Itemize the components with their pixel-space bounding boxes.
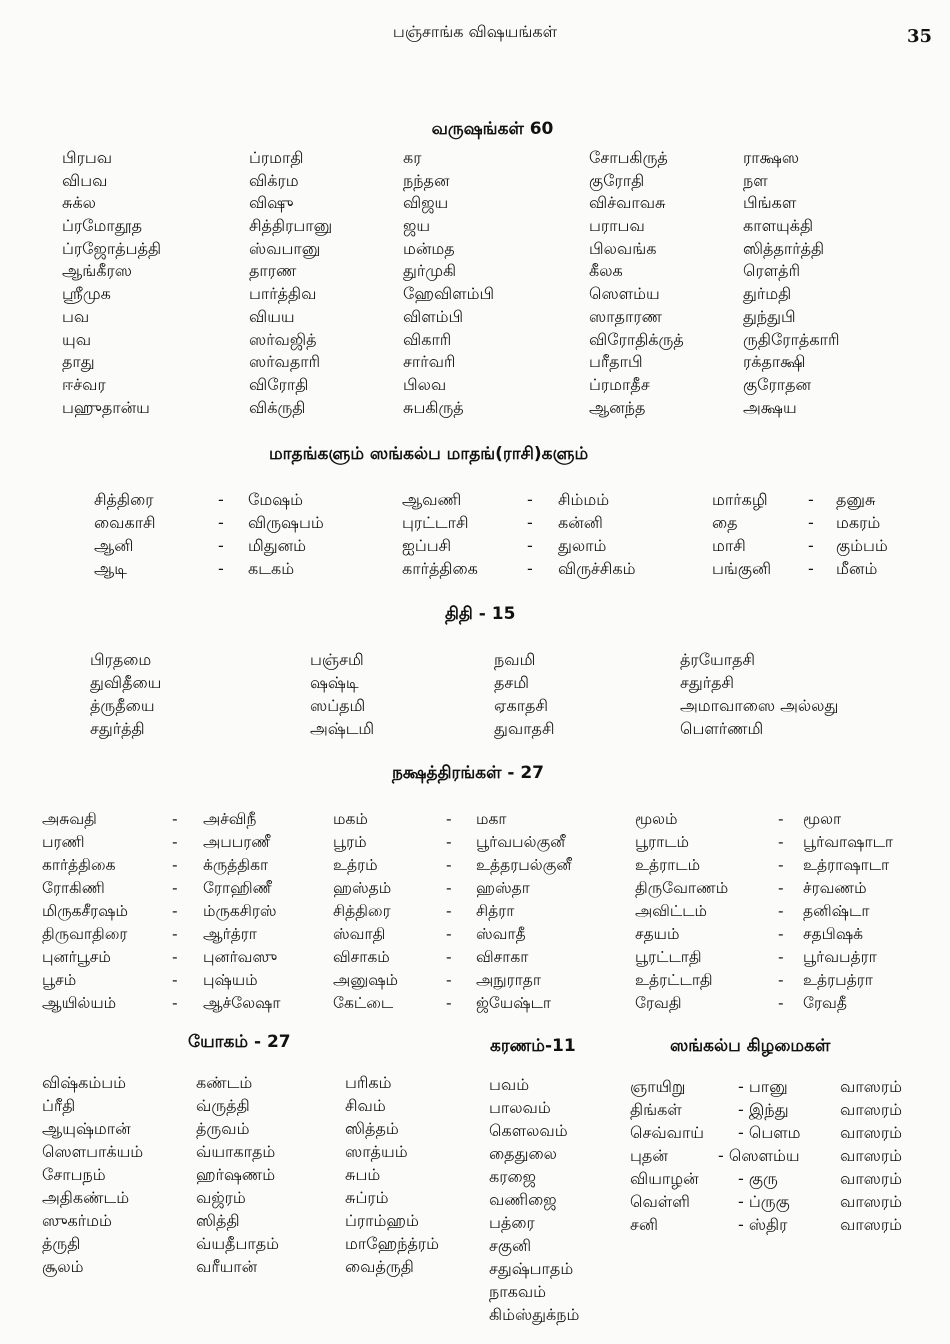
month-row <box>0 488 950 511</box>
tamil-star: திருவோணம் <box>635 879 729 897</box>
year-name: துர்மதி <box>743 284 792 304</box>
year-name: மன்மத <box>403 238 455 258</box>
tithi-column-3 <box>494 648 555 740</box>
tithi-name: ஷஷ்டி <box>310 673 359 692</box>
sanskrit-star: விசாகா <box>476 948 529 966</box>
year-name: விஜய <box>403 193 449 213</box>
year-name: ஸௌம்ய <box>589 284 660 304</box>
nakshatra-table <box>0 808 950 1015</box>
nakshatra-row <box>0 877 950 900</box>
weekday-name: திங்கள் <box>630 1100 682 1119</box>
sanskrit-star: உத்தரபல்குனீ <box>476 856 572 874</box>
karanam-name: நாகவம் <box>489 1282 547 1301</box>
dash: - <box>172 833 178 851</box>
tamil-month: சித்திரை <box>94 490 154 509</box>
year-name: பிங்கள <box>743 193 797 213</box>
dash: - <box>778 879 784 897</box>
tamil-star: பூசம் <box>42 971 77 989</box>
tithi-name: சதுர்த்தி <box>90 719 145 738</box>
dash: - <box>172 856 178 874</box>
vasaram: வாஸரம் <box>840 1100 902 1119</box>
sanskrit-star: ரோஹிணீ <box>203 879 272 897</box>
year-name: விரோதி <box>249 374 309 394</box>
year-name: ஈச்வர <box>62 374 106 394</box>
sanskrit-star: மூலா <box>803 810 842 828</box>
year-name: விகாரி <box>403 329 452 349</box>
tithi-name: சதுர்தசி <box>680 673 735 692</box>
year-name: ஸ்வபானு <box>249 238 321 258</box>
tamil-month: ஆடி <box>94 559 127 578</box>
year-name: சார்வரி <box>403 352 456 372</box>
year-name: பார்த்திவ <box>249 284 317 304</box>
tithi-name: பௌர்ணமி <box>680 719 764 738</box>
tamil-star: ஹஸ்தம் <box>333 879 392 897</box>
vasaram: வாஸரம் <box>840 1192 902 1211</box>
sankalpa-name: - குரு <box>738 1169 778 1188</box>
dash: - <box>446 971 452 989</box>
dash: - <box>172 948 178 966</box>
rasi-month: விருஷபம் <box>248 513 324 532</box>
tithi-name: பிரதமை <box>90 650 152 669</box>
karanam-name: பவம் <box>489 1075 530 1094</box>
tamil-star: உத்ராடம் <box>635 856 701 874</box>
yogam-name: வஜ்ரம் <box>196 1188 246 1207</box>
tamil-star: பரணி <box>42 833 85 851</box>
tamil-star: பூரட்டாதி <box>635 948 702 966</box>
year-name: ப்ரமோதூத <box>62 216 143 236</box>
karanam-heading: கரணம்-11 <box>490 1036 576 1056</box>
sankalpa-name: - பானு <box>738 1077 788 1096</box>
tithi-name: த்ரயோதசி <box>680 650 756 669</box>
month-row <box>0 534 950 557</box>
sanskrit-star: பூர்வபத்ரா <box>803 948 877 966</box>
vasaram: வாஸரம் <box>840 1146 902 1165</box>
tithi-name: த்ருதீயை <box>90 696 155 715</box>
yogam-name: த்ருதி <box>42 1234 81 1253</box>
tamil-star: அவிட்டம் <box>635 902 708 920</box>
sanskrit-star: ம்ருகசிரஸ் <box>203 902 277 920</box>
year-name: சித்திரபானு <box>249 216 333 236</box>
tamil-star: அனுஷம் <box>333 971 399 989</box>
nakshatra-row <box>0 969 950 992</box>
year-name: சுக்ல <box>62 193 96 213</box>
tamil-month: புரட்டாசி <box>402 513 469 532</box>
tithi-heading: திதி - 15 <box>445 604 516 624</box>
weekday-row <box>0 1144 950 1167</box>
yogam-name: ஸௌபாக்யம் <box>42 1142 144 1161</box>
tamil-star: மகம் <box>333 810 368 828</box>
tamil-star: ஸ்வாதி <box>333 925 386 943</box>
nakshatra-row <box>0 923 950 946</box>
sanskrit-star: பூர்வபல்குனீ <box>476 833 566 851</box>
tamil-star: விசாகம் <box>333 948 390 966</box>
tamil-star: கேட்டை <box>333 994 394 1012</box>
year-name: குரோதி <box>589 170 645 190</box>
tithi-column-4 <box>680 648 838 740</box>
dash: - <box>527 513 533 532</box>
nakshatra-row <box>0 854 950 877</box>
weekday-name: செவ்வாய் <box>630 1123 705 1142</box>
tithi-name: நவமி <box>494 650 536 669</box>
yogam-name: வ்யதீபாதம் <box>196 1234 280 1253</box>
nakshatra-row <box>0 992 950 1015</box>
rasi-month: மிதுனம் <box>248 536 307 555</box>
yogam-name: கண்டம் <box>196 1073 253 1092</box>
yogam-name: த்ருவம் <box>196 1119 250 1138</box>
dash: - <box>446 925 452 943</box>
karanam-name: வணிஜை <box>489 1190 557 1209</box>
dash: - <box>446 902 452 920</box>
rasi-month: கும்பம் <box>836 536 888 555</box>
yogam-name: சூலம் <box>42 1257 84 1276</box>
sanskrit-star: ஆச்லேஷா <box>203 994 281 1012</box>
year-name: ராக்ஷஸ <box>743 148 800 167</box>
dash: - <box>218 513 224 532</box>
dash: - <box>527 490 533 509</box>
years-column-3 <box>403 146 494 418</box>
tamil-star: பூரம் <box>333 833 367 851</box>
yogam-name: சோபநம் <box>42 1165 106 1184</box>
sanskrit-star: புஷ்யம் <box>203 971 258 989</box>
year-name: வியய <box>249 306 295 326</box>
yogam-name: ப்ராம்ஹம் <box>345 1211 419 1230</box>
dash: - <box>527 536 533 555</box>
sanskrit-star: பூர்வாஷாடா <box>803 833 894 851</box>
sanskrit-star: ஜ்யேஷ்டா <box>476 994 552 1012</box>
sanskrit-star: மகா <box>476 810 507 828</box>
year-name: யுவ <box>62 329 92 349</box>
dash: - <box>778 994 784 1012</box>
tithi-name: பஞ்சமி <box>310 650 364 669</box>
years-column-4 <box>589 146 684 418</box>
tamil-star: ரேவதி <box>635 994 682 1012</box>
sanskrit-star: தனிஷ்டா <box>803 902 870 920</box>
dash: - <box>172 902 178 920</box>
year-name: ஜய <box>403 216 431 236</box>
year-name: தாரண <box>249 261 297 281</box>
dash: - <box>446 833 452 851</box>
nakshatra-row <box>0 946 950 969</box>
yogam-name: ஸித்தி <box>196 1211 240 1230</box>
years-heading: வருஷங்கள் 60 <box>431 119 554 139</box>
weekday-row <box>0 1121 950 1144</box>
rasi-month: கடகம் <box>248 559 295 578</box>
dash: - <box>778 971 784 989</box>
year-name: விஷு <box>249 193 294 213</box>
dash: - <box>446 994 452 1012</box>
sanskrit-star: சித்ரா <box>476 902 515 920</box>
weekday-name: ஞாயிறு <box>630 1077 686 1096</box>
dash: - <box>172 994 178 1012</box>
page-header-title: பஞ்சாங்க விஷயங்கள் <box>392 22 558 41</box>
karanam-name: பாலவம் <box>489 1098 551 1117</box>
dash: - <box>778 810 784 828</box>
weekday-row <box>0 1213 950 1236</box>
dash: - <box>808 513 814 532</box>
dash: - <box>778 925 784 943</box>
yogam-name: ஸித்தம் <box>345 1119 399 1138</box>
sanskrit-star: ச்ரவணம் <box>803 879 867 897</box>
yogam-name: வைத்ருதி <box>345 1257 414 1276</box>
karanam-name: கரஜை <box>489 1167 536 1186</box>
sanskrit-star: ரேவதீ <box>803 994 847 1012</box>
years-column-1 <box>62 146 161 418</box>
tamil-star: ரோகிணி <box>42 879 105 897</box>
sanskrit-star: அநுராதா <box>476 971 541 989</box>
dash: - <box>172 971 178 989</box>
yogam-name: சுப்ரம் <box>345 1188 389 1207</box>
sankalpa-name: - ப்ருகு <box>738 1192 790 1211</box>
vasaram: வாஸரம் <box>840 1077 902 1096</box>
year-name: ஸர்வஜித் <box>249 329 317 349</box>
dash: - <box>808 536 814 555</box>
tamil-month: தை <box>712 513 738 532</box>
tamil-star: மூலம் <box>635 810 678 828</box>
year-name: தாது <box>62 352 95 372</box>
yogam-name: பரிகம் <box>345 1073 392 1092</box>
year-name: ஸ்ரீமுக <box>62 284 111 304</box>
tamil-month: பங்குனி <box>712 559 772 578</box>
year-name: துர்முகி <box>403 261 457 281</box>
tamil-month: ஆனி <box>94 536 134 555</box>
rasi-month: விருச்சிகம் <box>558 559 636 578</box>
rasi-month: துலாம் <box>558 536 607 555</box>
sankalpa-name: - ஸ்திர <box>738 1215 788 1234</box>
year-name: விக்ரம <box>249 170 299 190</box>
years-column-5 <box>743 146 839 418</box>
yogam-name: அதிகண்டம் <box>42 1188 130 1207</box>
sanskrit-star: உத்ராஷாடா <box>803 856 890 874</box>
weekday-row <box>0 1075 950 1098</box>
year-name: ப்ரமாதீச <box>589 374 650 394</box>
sankalpa-name: - பௌம <box>738 1123 801 1142</box>
dash: - <box>218 490 224 509</box>
nakshatra-heading: நக்ஷத்திரங்கள் - 27 <box>392 763 544 783</box>
karanam-name: கௌலவம் <box>489 1121 568 1140</box>
year-name: ஸர்வதாரி <box>249 352 321 372</box>
sankalpa-name: - இந்து <box>738 1100 789 1119</box>
year-name: குரோதன <box>743 374 812 394</box>
yogam-name: சிவம் <box>345 1096 386 1115</box>
years-column-2 <box>249 146 332 418</box>
yogam-name: ஸுகர்மம் <box>42 1211 112 1230</box>
year-name: நள <box>743 170 768 190</box>
sanskrit-star: அபபரணீ <box>203 833 271 851</box>
tamil-star: புனர்பூசம் <box>42 948 111 966</box>
tithi-name: துவிதீயை <box>90 673 162 692</box>
yogam-name: ப்ரீதி <box>42 1096 76 1115</box>
tithi-name: ஏகாதசி <box>494 696 548 715</box>
year-name: பஹுதான்ய <box>62 397 150 417</box>
year-name: விரோதிக்ருத் <box>589 329 684 349</box>
yogam-name: வ்ருத்தி <box>196 1096 250 1115</box>
year-name: ஆனந்த <box>589 397 646 417</box>
weekday-name: சனி <box>630 1215 658 1234</box>
dash: - <box>172 810 178 828</box>
year-name: சுபகிருத் <box>403 397 464 417</box>
year-name: நந்தன <box>403 170 450 190</box>
vasaram: வாஸரம் <box>840 1169 902 1188</box>
weekday-row <box>0 1098 950 1121</box>
year-name: துந்துபி <box>743 306 796 326</box>
dash: - <box>778 948 784 966</box>
year-name: ப்ரஜோத்பத்தி <box>62 238 162 258</box>
dash: - <box>218 559 224 578</box>
tamil-star: உத்ரம் <box>333 856 378 874</box>
year-name: பரீதாபி <box>589 352 643 372</box>
year-name: பிரபவ <box>62 148 113 167</box>
dash: - <box>172 925 178 943</box>
weekdays-heading: ஸங்கல்ப கிழமைகள் <box>670 1036 831 1056</box>
rasi-month: கன்னி <box>558 513 603 532</box>
year-name: ரௌத்ரி <box>743 261 801 281</box>
year-name: பிலவங்க <box>589 238 657 258</box>
month-row <box>0 511 950 534</box>
year-name: பவ <box>62 306 90 326</box>
year-name: விளம்பி <box>403 306 464 326</box>
year-name: ஹேவிளம்பி <box>403 284 495 304</box>
year-name: சோபகிருத் <box>589 148 668 167</box>
sanskrit-star: புனர்வஸு <box>203 948 278 966</box>
yogam-name: வ்யாகாதம் <box>196 1142 276 1161</box>
rasi-month: தனுசு <box>836 490 876 509</box>
rasi-month: மேஷம் <box>248 490 304 509</box>
tithi-column-2 <box>310 648 374 740</box>
weekday-name: வெள்ளி <box>630 1192 690 1211</box>
year-name: கீலக <box>589 261 623 281</box>
tithi-name: ஸப்தமி <box>310 696 366 715</box>
weekdays-table <box>0 1075 950 1236</box>
weekday-name: புதன் <box>630 1146 668 1165</box>
nakshatra-row <box>0 808 950 831</box>
tamil-month: கார்த்திகை <box>402 559 478 578</box>
year-name: விபவ <box>62 170 108 190</box>
karanam-name: பத்ரை <box>489 1213 535 1232</box>
weekday-row <box>0 1190 950 1213</box>
rasi-month: சிம்மம் <box>558 490 610 509</box>
sankalpa-name: - ஸௌம்ய <box>718 1146 800 1165</box>
tamil-month: ஆவணி <box>402 490 462 509</box>
tamil-star: மிருகசீரஷம் <box>42 902 128 920</box>
months-table <box>0 488 950 580</box>
dash: - <box>446 810 452 828</box>
weekday-row <box>0 1167 950 1190</box>
tamil-star: அசுவதி <box>42 810 97 828</box>
nakshatra-row <box>0 831 950 854</box>
tithi-name: அஷ்டமி <box>310 719 375 738</box>
dash: - <box>218 536 224 555</box>
dash: - <box>778 902 784 920</box>
rasi-month: மீனம் <box>836 559 878 578</box>
year-name: விச்வாவசு <box>589 193 666 213</box>
karanam-name: கிம்ஸ்துக்நம் <box>489 1305 580 1324</box>
tamil-star: ஆயில்யம் <box>42 994 117 1012</box>
karanam-name: சதுஷ்பாதம் <box>489 1259 574 1278</box>
vasaram: வாஸரம் <box>840 1215 902 1234</box>
yogam-name: வரீயான் <box>196 1257 258 1276</box>
tamil-month: வைகாசி <box>94 513 156 532</box>
sanskrit-star: சதபிஷக் <box>803 925 864 943</box>
dash: - <box>446 879 452 897</box>
page-number: 35 <box>906 26 932 47</box>
dash: - <box>808 490 814 509</box>
tamil-star: கார்த்திகை <box>42 856 116 874</box>
year-name: பராபவ <box>589 216 645 236</box>
rasi-month: மகரம் <box>836 513 881 532</box>
tamil-star: பூராடம் <box>635 833 690 851</box>
yogam-name: சுபம் <box>345 1165 381 1184</box>
month-row <box>0 557 950 580</box>
year-name: ஆங்கீரஸ <box>62 261 132 281</box>
tamil-month: ஐப்பசி <box>402 536 452 555</box>
weekday-name: வியாழன் <box>630 1169 699 1188</box>
tamil-month: மார்கழி <box>712 490 768 509</box>
sanskrit-star: ஆர்த்ரா <box>203 925 257 943</box>
year-name: கர <box>403 148 422 167</box>
year-name: ஸித்தார்த்தி <box>743 238 825 258</box>
dash: - <box>527 559 533 578</box>
dash: - <box>446 856 452 874</box>
yogam-name: ஸாத்யம் <box>345 1142 408 1161</box>
yogam-name: விஷ்கம்பம் <box>42 1073 126 1092</box>
karanam-name: சகுனி <box>489 1236 532 1255</box>
year-name: ருதிரோத்காரி <box>743 329 840 349</box>
tithi-name: தசமி <box>494 673 530 692</box>
yogam-name: ஆயுஷ்மான் <box>42 1119 131 1138</box>
year-name: ஸாதாரண <box>589 306 662 326</box>
tithi-column-1 <box>90 648 161 740</box>
tamil-star: உத்ரட்டாதி <box>635 971 713 989</box>
sanskrit-star: அச்விநீ <box>203 810 257 828</box>
year-name: ரக்தாக்ஷி <box>743 352 806 372</box>
year-name: அக்ஷய <box>743 397 797 417</box>
dash: - <box>778 833 784 851</box>
year-name: பிலவ <box>403 374 447 394</box>
nakshatra-row <box>0 900 950 923</box>
tamil-month: மாசி <box>712 536 746 555</box>
dash: - <box>808 559 814 578</box>
dash: - <box>446 948 452 966</box>
karanam-name: தைதுலை <box>489 1144 557 1163</box>
yogam-heading: யோகம் - 27 <box>188 1032 291 1052</box>
tithi-name: அமாவாஸை அல்லது <box>680 696 839 715</box>
vasaram: வாஸரம் <box>840 1123 902 1142</box>
sanskrit-star: உத்ரபத்ரா <box>803 971 873 989</box>
sanskrit-star: ஹஸ்தா <box>476 879 530 897</box>
tithi-name: துவாதசி <box>494 719 555 738</box>
year-name: காளயுக்தி <box>743 216 814 236</box>
year-name: விக்ருதி <box>249 397 306 417</box>
tamil-star: திருவாதிரை <box>42 925 128 943</box>
dash: - <box>172 879 178 897</box>
yogam-name: ஹர்ஷணம் <box>196 1165 276 1184</box>
dash: - <box>778 856 784 874</box>
tamil-star: சதயம் <box>635 925 680 943</box>
year-name: ப்ரமாதி <box>249 148 304 167</box>
sanskrit-star: ஸ்வாதீ <box>476 925 526 943</box>
sanskrit-star: க்ருத்திகா <box>203 856 269 874</box>
months-heading: மாதங்களும் ஸங்கல்ப மாதங்(ராசி)களும் <box>269 444 589 464</box>
tamil-star: சித்திரை <box>333 902 391 920</box>
yogam-name: மாஹேந்த்ரம் <box>345 1234 440 1253</box>
